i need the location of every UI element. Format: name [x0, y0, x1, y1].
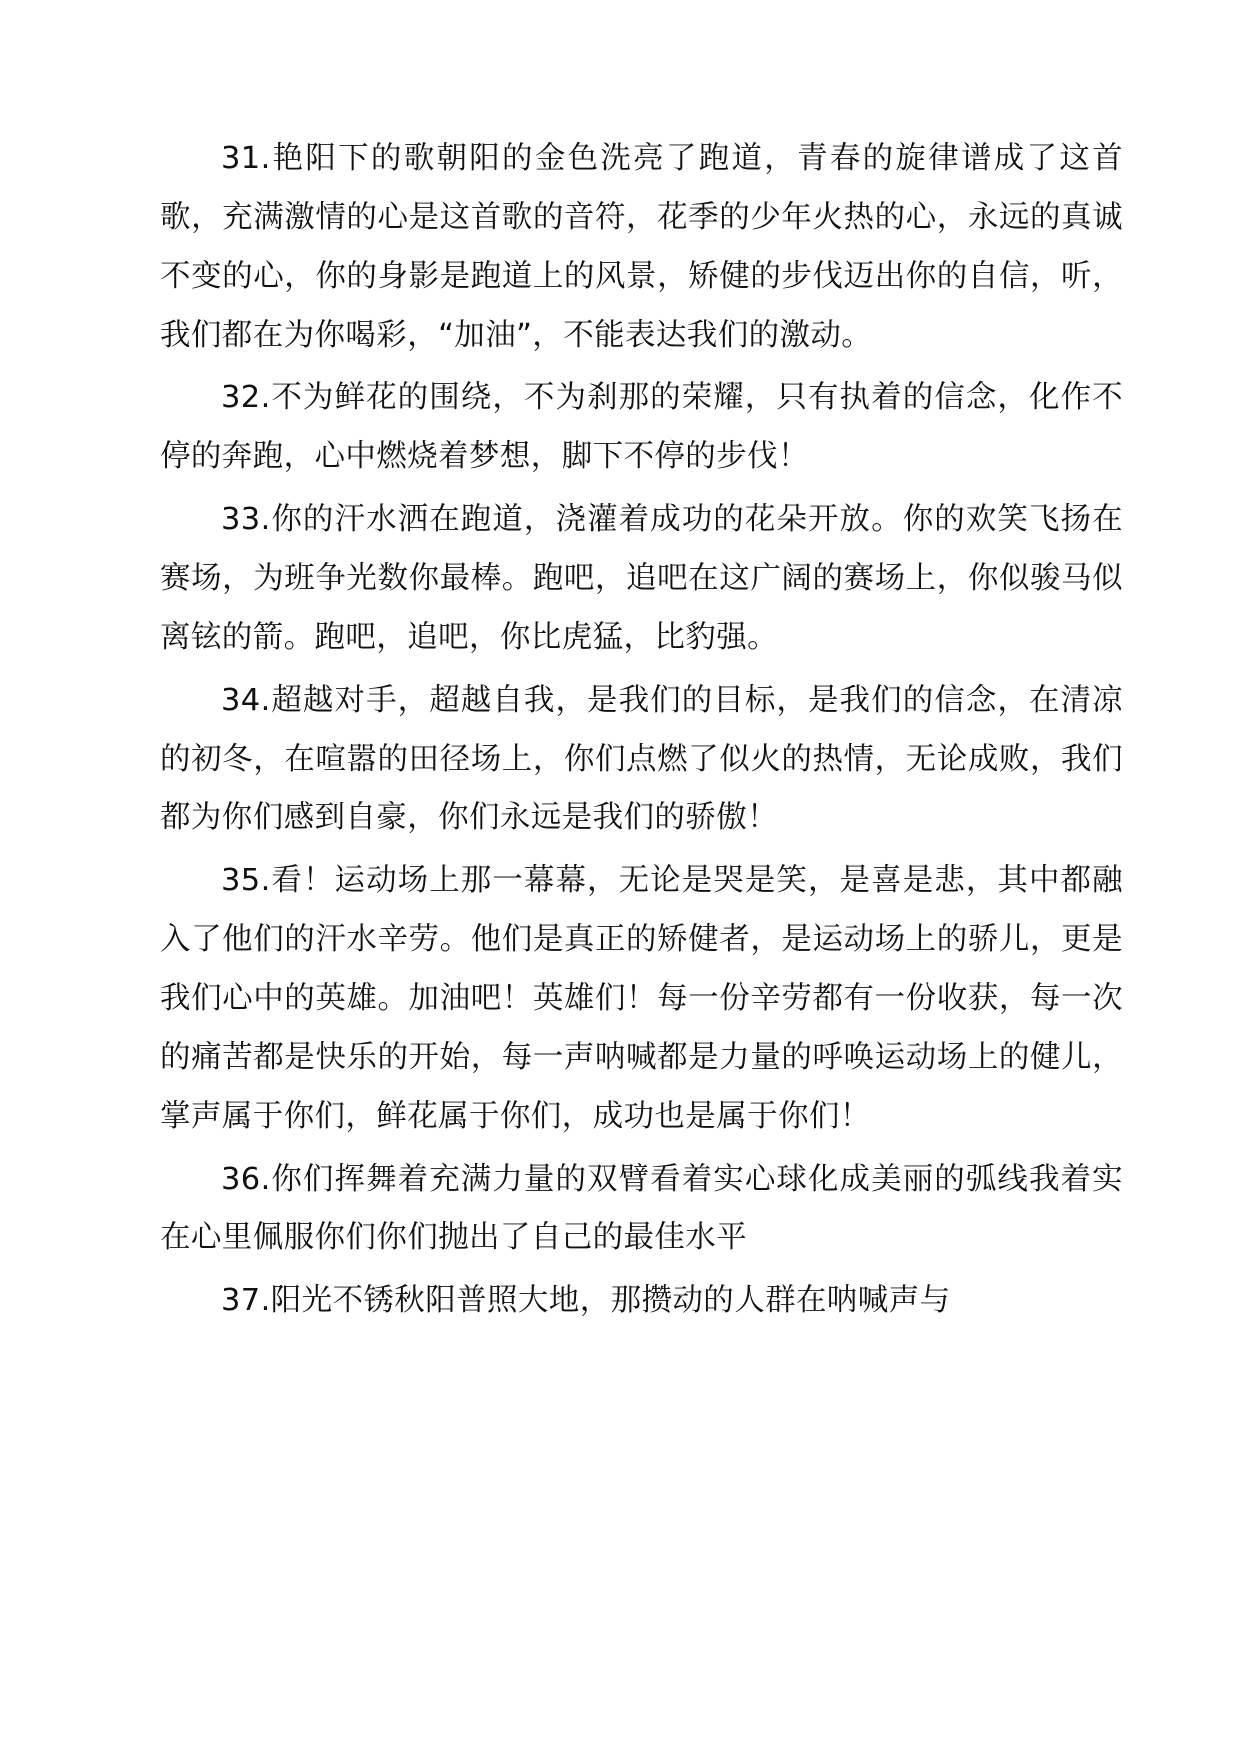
- paragraph-33: 33.你的汗水洒在跑道，浇灌着成功的花朵开放。你的欢笑飞扬在赛场，为班争光数你最棒。跑吧，追吧在这广阔的赛场上，你似骏马似离铉的箭。跑吧，追吧，你比虎猛，比豹强。: [160, 502, 1123, 655]
- paragraph-34: 34.超越对手，超越自我，是我们的目标，是我们的信念，在清凉的初冬，在喧嚣的田径场上，你们点燃了似火的热情，无论成败，我们都为你们感到自豪，你们永远是我们的骄傲！: [160, 682, 1123, 836]
- paragraph-35: 35.看！运动场上那一幕幕，无论是哭是笑，是喜是悲，其中都融入了他们的汗水辛劳。他们是真正的矫健者，是运动场上的骄儿，更是我们心中的英雄。加油吧！英雄们！每一份辛劳都有一份收获，每一次的痛苦都是快乐的开始，每一声呐喊都是力量的呼唤运动场上的健儿，掌声属于你们，鲜花属于你们，成功也是属于你们！: [160, 863, 1123, 1134]
- paragraph-36: 36.你们挥舞着充满力量的双臂看着实心球化成美丽的弧线我着实在心里佩服你们你们抛出了自己的最佳水平: [160, 1161, 1123, 1256]
- paragraph-37: 37.阳光不锈秋阳普照大地，那攒动的人群在呐喊声与: [221, 1283, 951, 1319]
- document-body: [160, 130, 1123, 1331]
- paragraph-32: 32.不为鲜花的围绕，不为刹那的荣耀，只有执着的信念，化作不停的奔跑，心中燃烧着梦想，脚下不停的步伐！: [160, 380, 1123, 475]
- paragraph-31: 31.艳阳下的歌朝阳的金色洗亮了跑道，青春的旋律谱成了这首歌，充满激情的心是这首歌的音符，花季的少年火热的心，永远的真诚不变的心，你的身影是跑道上的风景，矫健的步伐迈出你的自信，听，我们都在为你喝彩，“加油”，不能表达我们的激动。: [160, 141, 1123, 353]
